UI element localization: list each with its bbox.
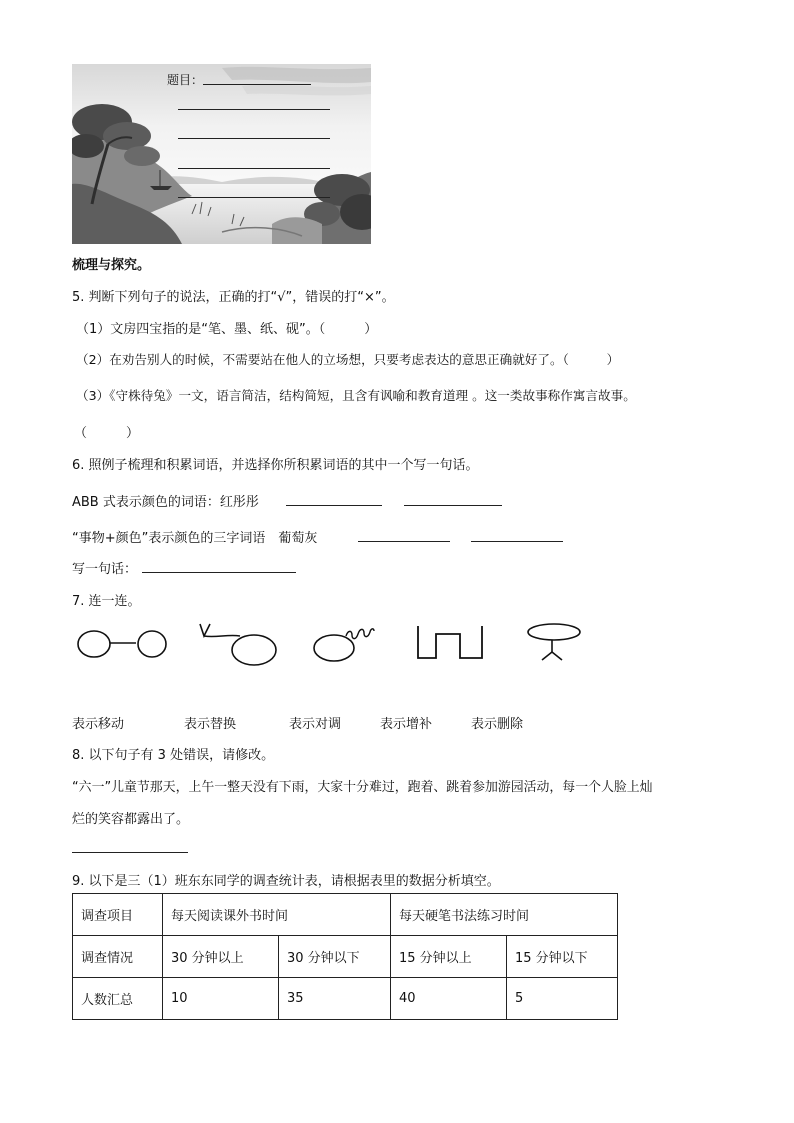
q5-answer-bracket[interactable]: （ ） [74,426,140,441]
table-cell: 15 分钟以下 [507,936,618,978]
table-cell: 调查情况 [73,936,163,978]
q5-stem: 5. 判断下列句子的说法，正确的打“√”，错误的打“×”。 [72,290,395,305]
table-cell: 10 [163,978,279,1020]
q6-color-blank-2[interactable] [471,541,563,542]
proofreading-symbol-move[interactable] [522,622,584,664]
table-cell: 35 [279,978,391,1020]
q6-color-blank-1[interactable] [358,541,450,542]
writing-line-2[interactable] [178,138,330,139]
table-cell: 调查项目 [73,894,163,936]
q6-row-abb: ABB 式表示颜色的词语：红彤彤 [72,495,259,510]
q6-row-sentence: 写一句话： [72,562,138,577]
q7-label-swap[interactable]: 表示对调 [289,717,342,732]
writing-line-4[interactable] [178,197,330,198]
table-cell: 5 [507,978,618,1020]
table-cell: 30 分钟以上 [163,936,279,978]
writing-line-3[interactable] [178,168,330,169]
q8-answer-blank[interactable] [72,852,188,853]
table-cell: 每天硬笔书法练习时间 [391,894,618,936]
table-cell: 每天阅读课外书时间 [163,894,391,936]
proofreading-symbol-delete[interactable] [312,622,382,664]
q5-item-2: （2）在劝告别人的时候，不需要站在他人的立场想，只要考虑表达的意思正确就好了。（ ） [76,352,620,367]
q6-stem: 6. 照例子梳理和积累词语，并选择你所积累词语的其中一个写一句话。 [72,458,479,473]
table-cell: 40 [391,978,507,1020]
q7-label-replace[interactable]: 表示替换 [184,717,237,732]
table-row [73,936,618,978]
q8-stem: 8. 以下句子有 3 处错误，请修改。 [72,748,275,763]
table-cell: 人数汇总 [73,978,163,1020]
proofreading-symbol-replace[interactable] [412,624,488,662]
q8-sentence-line-2: 烂的笑容都露出了。 [72,812,190,827]
q7-stem: 7. 连一连。 [72,594,141,609]
q6-abb-blank-1[interactable] [286,505,382,506]
landscape-painting [72,64,371,244]
table-cell: 15 分钟以上 [391,936,507,978]
title-answer-line[interactable] [203,84,311,85]
table-row [73,978,618,1020]
table-row [73,894,618,936]
q6-sentence-blank[interactable] [142,572,296,573]
q7-label-move[interactable]: 表示移动 [72,717,125,732]
q7-label-delete[interactable]: 表示删除 [471,717,524,732]
q5-item-3: （3）《守株待兔》一文，语言简洁，结构简短，且含有讽喻和教育道理 。这一类故事称作寓言故事。 [76,388,636,403]
q9-stem: 9. 以下是三（1）班东东同学的调查统计表，请根据表里的数据分析填空。 [72,874,500,889]
q6-abb-blank-2[interactable] [404,505,502,506]
title-label: 题目： [167,73,204,87]
section-heading: 梳理与探究。 [72,258,151,273]
table-cell: 30 分钟以下 [279,936,391,978]
proofreading-symbol-insert[interactable] [196,620,302,668]
q8-sentence-line-1: “六一”儿童节那天，上午一整天没有下雨，大家十分难过，跑着、跳着参加游园活动，每一个人脸上灿 [72,780,653,795]
q6-row-color-words: “事物+颜色”表示颜色的三字词语 葡萄灰 [72,531,318,546]
proofreading-symbol-swap[interactable] [76,624,170,664]
survey-table [72,893,618,1020]
q7-label-insert[interactable]: 表示增补 [380,717,433,732]
writing-line-1[interactable] [178,109,330,110]
q5-item-1: （1）文房四宝指的是“笔、墨、纸、砚”。（ ） [76,322,378,337]
